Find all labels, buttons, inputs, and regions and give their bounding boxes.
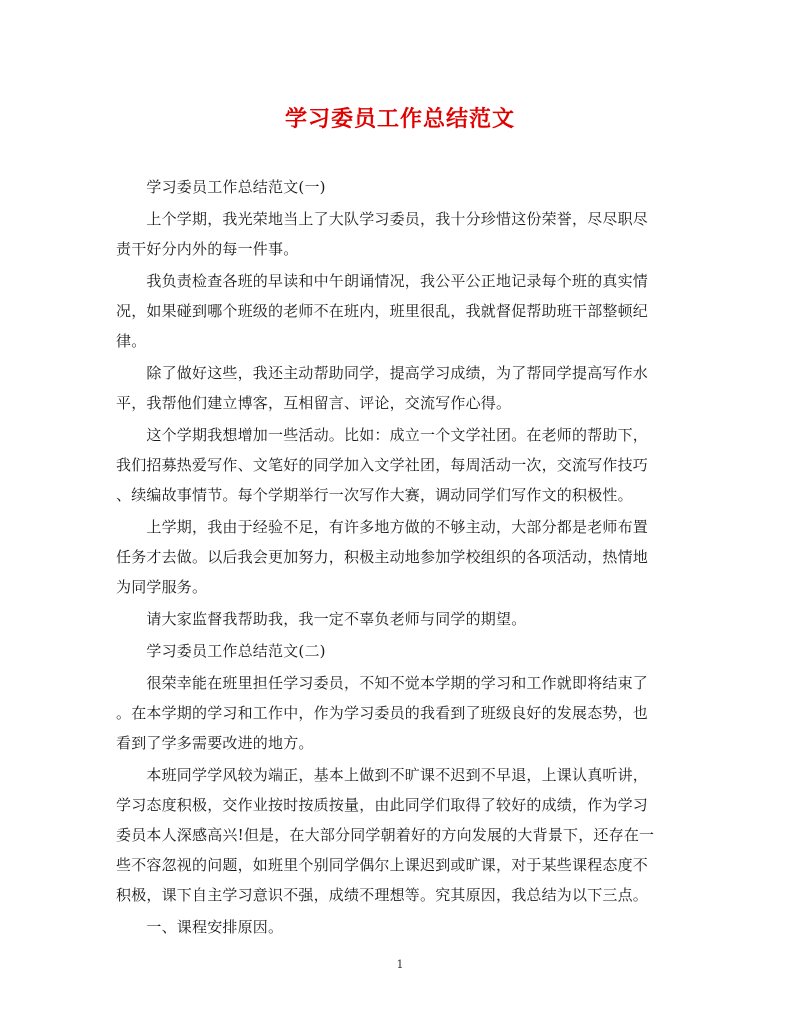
paragraph bbox=[116, 912, 684, 942]
text-line: 责干好分内外的每一件事。 bbox=[116, 240, 299, 258]
page-number: 1 bbox=[396, 958, 404, 971]
text-line: 况，如果碰到哪个班级的老师不在班内，班里很乱，我就督促帮助班干部整顿纪 bbox=[116, 302, 649, 320]
paragraph bbox=[116, 512, 684, 602]
text-line: 我们招募热爱写作、文笔好的同学加入文学社团，每周活动一次，交流写作技巧 bbox=[116, 456, 649, 474]
text-line: 平，我帮他们建立博客，互相留言、评论，交流写作心得。 bbox=[116, 394, 512, 412]
text-line: 学习委员工作总结范文(一) bbox=[116, 178, 326, 196]
text-line: 委员本人深感高兴!但是，在大部分同学朝着好的方向发展的大背景下，还存在一 bbox=[116, 826, 655, 844]
text-line: 为同学服务。 bbox=[116, 578, 208, 596]
text-line: 些不容忽视的问题，如班里个别同学偶尔上课迟到或旷课，对于某些课程态度不 bbox=[116, 856, 649, 874]
paragraph bbox=[116, 668, 684, 758]
text-line: 学习态度积极，交作业按时按质按量，由此同学们取得了较好的成绩，作为学习 bbox=[116, 796, 649, 814]
paragraph bbox=[116, 420, 684, 510]
paragraph bbox=[116, 358, 684, 418]
text-line: 一、课程安排原因。 bbox=[116, 918, 284, 936]
document-body bbox=[116, 172, 684, 942]
text-line: 律。 bbox=[116, 332, 147, 350]
text-line: 这个学期我想增加一些活动。比如：成立一个文学社团。在老师的帮助下， bbox=[116, 426, 649, 444]
text-line: 除了做好这些，我还主动帮助同学，提高学习成绩，为了帮同学提高写作水 bbox=[116, 364, 649, 382]
text-line: 上个学期，我光荣地当上了大队学习委员，我十分珍惜这份荣誉，尽尽职尽 bbox=[116, 210, 649, 228]
text-line: 很荣幸能在班里担任学习委员，不知不觉本学期的学习和工作就即将结束了 bbox=[116, 674, 649, 692]
paragraph bbox=[116, 172, 684, 202]
paragraph bbox=[116, 760, 684, 910]
paragraph bbox=[116, 266, 684, 356]
document-title: 学习委员工作总结范文 bbox=[284, 106, 515, 132]
text-line: 任务才去做。以后我会更加努力，积极主动地参加学校组织的各项活动，热情地 bbox=[116, 548, 649, 566]
text-line: 看到了学多需要改进的地方。 bbox=[116, 734, 314, 752]
text-line: 上学期，我由于经验不足，有许多地方做的不够主动，大部分都是老师布置 bbox=[116, 518, 649, 536]
text-line: 、续编故事情节。每个学期举行一次写作大赛，调动同学们写作文的积极性。 bbox=[116, 486, 633, 504]
paragraph bbox=[116, 204, 684, 264]
text-line: 积极，课下自主学习意识不强，成绩不理想等。究其原因，我总结为以下三点。 bbox=[116, 886, 649, 904]
text-line: 。在本学期的学习和工作中，作为学习委员的我看到了班级良好的发展态势，也 bbox=[116, 704, 649, 722]
text-line: 我负责检查各班的早读和中午朗诵情况，我公平公正地记录每个班的真实情 bbox=[116, 272, 649, 290]
text-line: 请大家监督我帮助我，我一定不辜负老师与同学的期望。 bbox=[116, 610, 527, 628]
text-line: 本班同学学风较为端正，基本上做到不旷课不迟到不早退，上课认真听讲， bbox=[116, 766, 649, 784]
text-line: 学习委员工作总结范文(二) bbox=[116, 642, 326, 660]
paragraph bbox=[116, 604, 684, 634]
paragraph bbox=[116, 636, 684, 666]
